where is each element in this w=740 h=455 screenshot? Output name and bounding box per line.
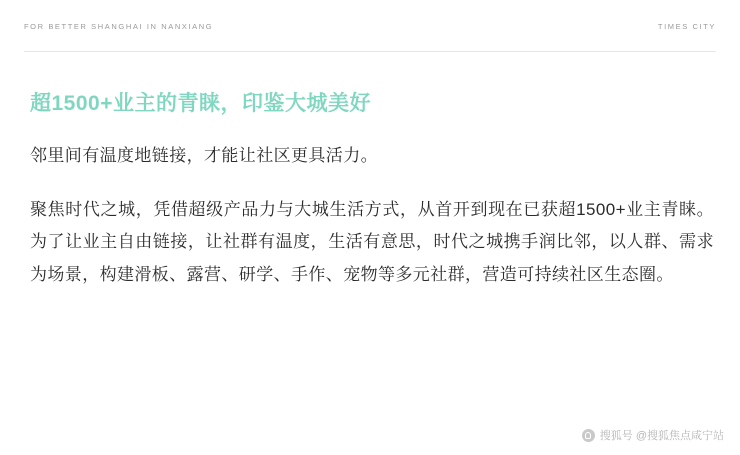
article-lead-paragraph: 邻里间有温度地链接，才能让社区更具活力。 bbox=[30, 146, 378, 166]
header-brand: TIMES CITY bbox=[657, 21, 716, 31]
sohu-logo-icon bbox=[582, 429, 595, 442]
watermark bbox=[582, 427, 724, 443]
article-content bbox=[0, 52, 740, 455]
watermark-text: 搜狐号 @搜狐焦点咸宁站 bbox=[599, 430, 724, 442]
page-header bbox=[0, 0, 740, 52]
article-headline: 超1500+业主的青睐，印鉴大城美好 bbox=[30, 92, 371, 115]
header-tagline: FOR BETTER SHANGHAI IN NANXIANG bbox=[24, 21, 214, 31]
article-body-paragraph: 聚焦时代之城，凭借超级产品力与大城生活方式，从首开到现在已获超1500+业主青睐。为了让业主自由链接，让社群有温度，生活有意思，时代之城携手润比邻，以人群、需求为场景，构建滑板、露营、研学、手作、宠物等多元社群，营造可持续社区生态圈。 bbox=[30, 199, 714, 284]
